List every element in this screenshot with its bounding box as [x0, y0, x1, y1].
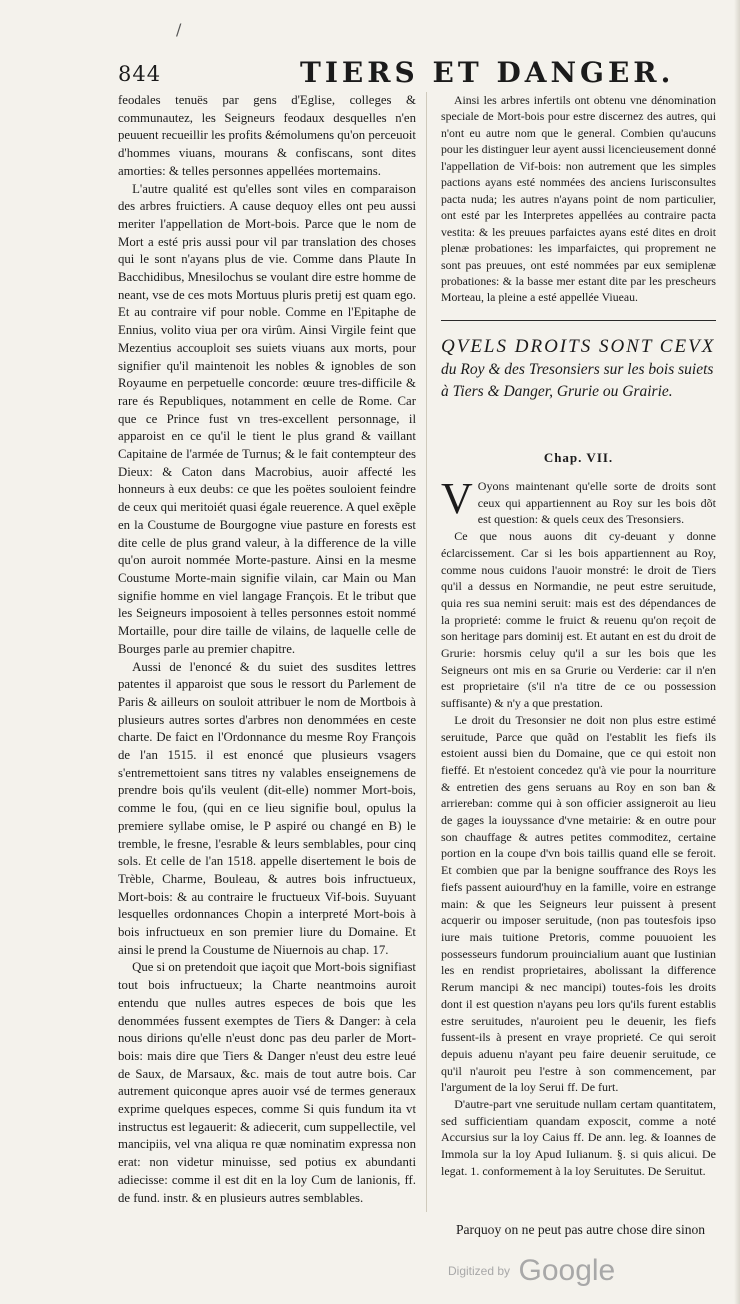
section-heading [441, 336, 716, 403]
right-column-bottom [441, 474, 716, 1180]
left-paragraph-1: feodales tenuës par gens d'Eglise, colleges & communautez, les Seigneurs feodaux desquelles n'en peuuent recueillir les profits &émolumens qu'on perceuoit d'hommes viuans, mourans & confiscans, sont dites amorties: & telles personnes appellées mortemains. [118, 93, 416, 178]
page-number: 844 [118, 62, 162, 86]
section-rule [441, 320, 716, 321]
chapter-opening-paragraph [441, 474, 716, 528]
google-logo: Google [518, 1254, 616, 1287]
corner-mark: / [176, 20, 182, 39]
chapter-label: Chap. VII. [543, 450, 614, 465]
left-paragraph-2: L'autre qualité est qu'elles sont viles en comparaison des arbres fruictiers. A cause dequoy elles ont peu aussi meriter l'appellation de Mort-bois. Parce que le nom de Mort a esté pris aussi pour vil par translation des choses qui le sont n'ayans plus de vie. Comme dans Plaute In Bacchidibus, Mnesilochus se voulant dire estre homme de neant, vse de ces mots Mortuus pluris pretij est quam ego. Et au contraire vif pour noble. Comme en l'Epitaphe de Ennius, volito viua per ora virûm. Ainsi Virgile feint que Mezentius accouploit ses suiets viuans aux morts, pour signifier qu'il maintenoit les nobles & ignobles de son Royaume en perpetuelle concorde: œuure tres-difficile & rare és Republiques, notamment en celle de Rome. Car que ce Prince fust vn tres-excellent personnage, il apparoist en ce qu'il le tient le plus grand & vaillant Capitaine de l'armée de Turnus; & le fait contempteur des Dieux: & Caton dans Macrobius, auoir affecté les honneurs à eux deubs: ce que les poëtes souloient feindre de ceux qui meritoiét quasi égale reuerence. A quel exẽple en la Coustume de Bourgogne viue pasture en forests est dite celle de plus grand valeur, à la difference de la ville qu'on auroit nommée Morte-pasture. Ainsi en la mesme Coustume Morte-main signifie vilain, car Main ou Man signifie homme en viel langage François. Et le tribut que les Seigneurs imposoient à telles personnes estoit nommé Mortaille, pour dire taille de vilains, de laquelle celle de Bourges parle au premier chapitre. [118, 181, 416, 656]
right-paragraph-intro: Ainsi les arbres infertils ont obtenu vne dénomination speciale de Mort-bois pour estre discernez des autres, qui n'ont eu autre nom que le general. Combien qu'aucuns pour les distinguer leur ayent aussi licencieusement donné l'appellation de Vif-bois: non autrement que les simples pactions ayans esté nommées des anciens Iurisconsultes pacta nuda; les autres n'ayans point de nom particulier, ont esté par les Interpretes appellées au contraire pacta vestita: & les preuues parfaictes ayans esté dites en droit plenæ probationes: les imparfaictes, qui proprement ne sont pas preuues, ont esté nommées par eux semiplenæ probationes: & la basse mer estant dite par les prescheurs Morteau, la pleine a esté appellée Viueau. [441, 93, 716, 305]
section-heading-rest: du Roy & des Tresonsiers sur les bois suiets à Tiers & Danger, Grurie ou Grairie. [441, 361, 714, 400]
catchline: Parquoy on ne peut pas autre chose dire sinon [455, 1222, 706, 1237]
watermark-prefix: Digitized by [448, 1264, 511, 1278]
digitized-watermark [448, 1254, 615, 1288]
left-paragraph-4: Que si on pretendoit que iaçoit que Mort-bois signifiast tout bois infructueux; la Charte neantmoins auroit entendu que nulles autres especes de bois que les denommées fussent exemptes de Tiers & Danger: à cela nous dirions qu'elle n'eust donc pas deu parler de Mort-bois: mais dire que Tiers & Danger n'eust deu estre leué de Saux, de Marsaux, &c. mais de tout autre bois. Car autrement quiconque apres auoir vsé de termes generaux exprime quelques especes, comme Si quis fundum ita vt instructus est legauerit: & adiecerit, cum suppellectile, vel mancipiis, vel vna aliqua re quæ nominatim expressa non erat: non videtur minuisse, sed potius ex abundanti adiecisse: comme il est dit en la loy Cum de lanionis, ff. de fund. instr. & en plusieurs autres semblables. [118, 960, 416, 1205]
left-column [118, 92, 416, 1207]
section-heading-caps: QVELS DROITS SONT CEVX [441, 336, 716, 357]
right-paragraph-4: D'autre-part vne seruitude nullam certam quantitatem, sed sufficientiam quandam exposcit, comme a noté Accursius sur la loy Caius ff. De ann. leg. & Ioannes de Immola sur la loy Apud Iulianum. §. si quis alicui. De legat. 1. conformement à la loy Seruitutes. De Seruitut. [441, 1097, 716, 1178]
right-paragraph-2: Ce que nous auons dit cy-deuant y donne éclarcissement. Car si les bois appartiennent au Roy, comme nous cuidons l'auoir monstré: le droit de Tiers qu'il a dessus en Normandie, ne peut estre seruitude, quia res sua nemini seruit: mais est des dépendances de la proprieté: comme le fruict & reuenu qu'on reçoit de son heritage pars dominij est. Et autant en est du droit de Grurie: horsmis celuy qu'il a sur les bois que les Seigneurs ont mis en sa Grurie ou Verderie: car il n'en est proprietaire (s'il n'a titre de ce ou possession suffisante) & n'y a que prestation. [441, 529, 716, 711]
left-paragraph-3: Aussi de l'enoncé & du suiet des susdites lettres patentes il apparoist que sous le ressort du Parlement de Paris & ailleurs on souloit attribuer le nom de Mortbois à plusieurs autres sortes d'arbres non denommées en ceste charte. De faict en l'Ordonnance du mesme Roy François de l'an 1515. il est enoncé que plusieurs vsagers s'entremettoient sans titres ny valables enseignemens de prendre bois qu'ils veulent (dit-elle) nommer Mort-bois, comme le fou, (qui en ce lieu signifie boul, opulus la premiere syllabe omise, le P aspiré ou changé en B) le tremble, le fresne, l'esrable & leurs semblables, pour cinq sols. Et celle de l'an 1518. appelle disertement le bois de Trèble, Charme, Bouleau, & autres bois infructueux, Mort-bois: & au contraire le fructueux Vif-bois. Suyuant lesquelles ordonnances Chopin a interpreté Mort-bois à bois infructueux en son premier liure du Domaine. Et ainsi le prend la Coustume de Niuernois au chap. 17. [118, 659, 416, 957]
drop-cap: V [441, 474, 473, 523]
page-edge-shadow [734, 0, 740, 1304]
right-paragraph-3: Le droit du Tresonsier ne doit non plus estre estimé seruitude, Parce que quãd on l'establit les fiefs ils estoient aussi bien du Domaine, que ce qui estoit non fieffé. Et n'estoient concedez qu'à vie pour la nourriture & entretien des gens seruans au Roy en son ban & arriereban: comme qui à son officier assigneroit au lieu de gages la iouyssance d'vne metairie: & en outre pour son chauffage & autres petites commoditez, certaine portion en la coupe d'vn bois taillis quand elle se feroit. Et combien que par la benigne souffrance des Roys les fiefs passent auiourd'huy en la famille, voire en estrange main: & que les Seigneurs leur puissent à present acquerir ou imposer seruitude, (non pas toutesfois ipso iure mais tuitione Pretoris, comme pouuoient les possesseurs fundorum prouincialium auant que Iustinian les en rendist proprietaires, abolissant la difference Rerum mancipi & nec mancipi) toutes-fois les droits dont il est question n'ayans peu lors qu'ils furent establis estre seruitudes, n'auroient peu le deuenir, les fiefs fussent-ils à present en vraye proprieté. Ce qui seroit depuis aduenu n'ayant peu faire deuenir seruitude, ce qu'il n'auroit peu l'estre à son commencement, par l'argument de la loy Serui ff. De furt. [441, 712, 716, 1095]
column-divider [426, 92, 427, 1212]
chapter-opening-text: Oyons maintenant qu'elle sorte de droits sont ceux qui appartiennent au Roy sur les bois dõt est question: & quels ceux des Tresonsiers. [477, 479, 716, 527]
running-head: TIERS ET DANGER. [300, 56, 675, 89]
right-column-top [441, 92, 716, 306]
